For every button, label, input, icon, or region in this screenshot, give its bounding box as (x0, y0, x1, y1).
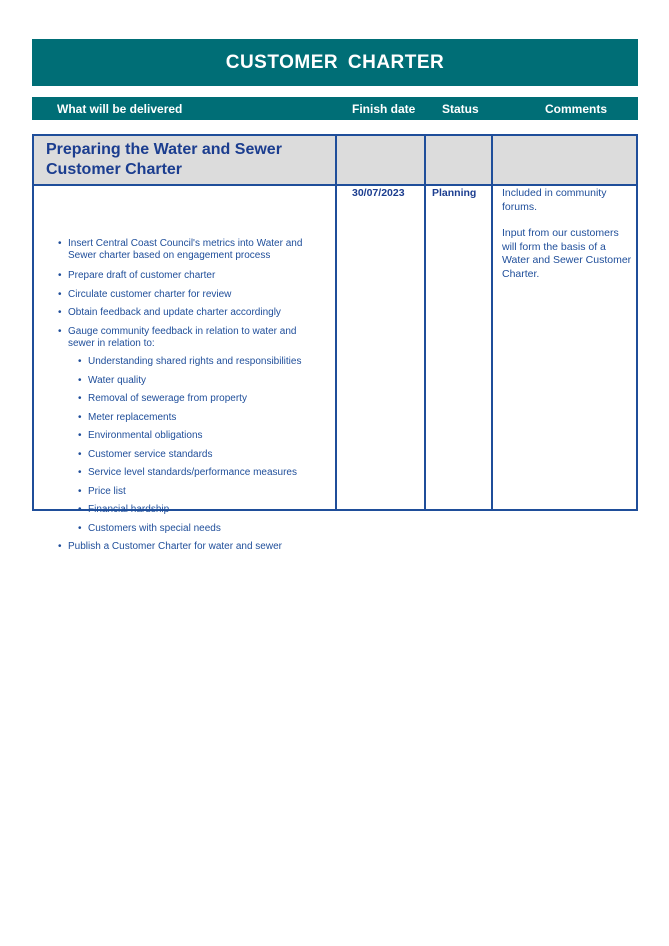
list-item (78, 504, 330, 516)
comment-text: Included in community forums. (502, 187, 607, 213)
column-header-finish: Finish date (352, 102, 416, 116)
bullet-icon: • (78, 430, 82, 441)
list-item-text: Service level standards/performance measures (88, 467, 297, 478)
section-title: Preparing the Water and Sewer Customer Charter (46, 141, 282, 178)
list-item-text: Meter replacements (88, 412, 177, 423)
comment-text: Input from our customers will form the basis of a Water and Sewer Customer Charter. (502, 227, 632, 280)
bullet-icon: • (78, 356, 82, 367)
list-item (78, 412, 330, 424)
bullet-icon: • (78, 523, 82, 534)
list-item-text: Circulate customer charter for review (68, 289, 232, 300)
bullet-icon: • (78, 467, 82, 478)
bullet-icon: • (78, 393, 82, 404)
list-item (78, 467, 330, 479)
list-item-text: Insert Central Coast Council's metrics into Water and Sewer charter based on engagement process (68, 238, 303, 261)
page-banner (32, 39, 638, 86)
list-item-text: Environmental obligations (88, 430, 203, 441)
list-item (58, 307, 310, 319)
list-item-text: Obtain feedback and update charter accordingly (68, 307, 281, 318)
bullet-icon: • (58, 270, 62, 281)
table-header (32, 97, 638, 120)
list-item (58, 270, 310, 282)
list-item-text: Removal of sewerage from property (88, 393, 247, 404)
list-item (78, 486, 330, 498)
list-item (58, 326, 310, 350)
list-item-text: Water quality (88, 375, 146, 386)
list-item (78, 430, 330, 442)
list-item (58, 541, 310, 553)
column-header-comments: Comments (545, 102, 608, 116)
bullet-icon: • (78, 449, 82, 460)
bullet-icon: • (58, 307, 62, 318)
column-header-status: Status (442, 102, 479, 116)
column-divider (491, 136, 493, 509)
list-item (78, 356, 330, 368)
list-item-text: Gauge community feedback in relation to water and sewer in relation to: (68, 326, 297, 349)
list-item-text: Customer service standards (88, 449, 213, 460)
list-item-text: Understanding shared rights and responsibilities (88, 356, 302, 367)
list-item (58, 238, 310, 262)
finish-date: 30/07/2023 (352, 187, 405, 199)
bullet-icon: • (58, 289, 62, 300)
column-divider (335, 136, 337, 509)
list-item (78, 523, 330, 535)
bullet-icon: • (58, 238, 62, 249)
list-item (58, 289, 310, 301)
list-item (78, 393, 330, 405)
column-divider (424, 136, 426, 509)
deliverables-table (32, 134, 638, 552)
bullet-icon: • (78, 375, 82, 386)
list-item-text: Financial hardship (88, 504, 170, 515)
bullet-icon: • (58, 541, 62, 552)
list-item-text: Price list (88, 486, 126, 497)
status-value: Planning (432, 187, 477, 199)
list-item-text: Prepare draft of customer charter (68, 270, 216, 281)
bullet-icon: • (78, 412, 82, 423)
list-item-text: Publish a Customer Charter for water and sewer (68, 541, 282, 552)
list-item (78, 375, 330, 387)
bullet-icon: • (78, 504, 82, 515)
page-title: CUSTOMER CHARTER (225, 51, 445, 73)
bullet-icon: • (58, 326, 62, 337)
bullet-icon: • (78, 486, 82, 497)
comments-cell (502, 187, 632, 294)
list-item (78, 449, 330, 461)
list-item-text: Customers with special needs (88, 523, 221, 534)
column-header-what: What will be delivered (57, 102, 183, 116)
